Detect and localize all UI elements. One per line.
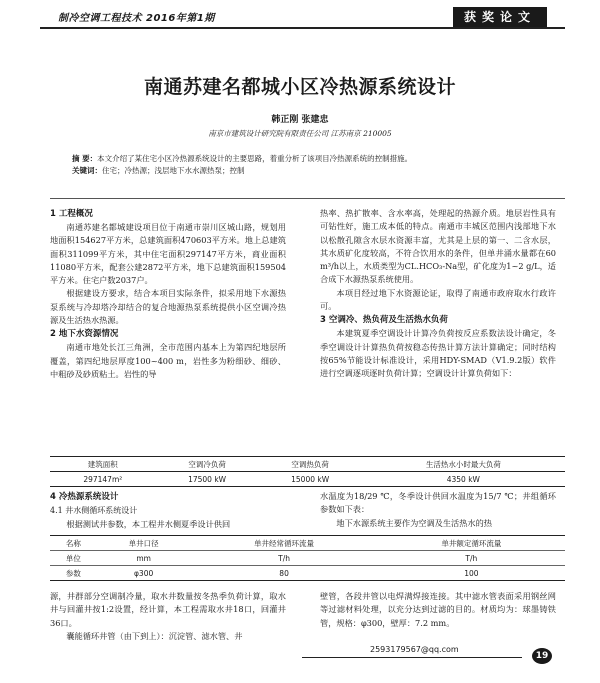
table-cell: 4350 kW [446, 474, 480, 484]
right-column [320, 207, 556, 381]
email-underline [302, 657, 522, 658]
bottom-left [50, 590, 286, 643]
table-cell: 名称 [50, 536, 97, 551]
page-number: 19 [532, 648, 552, 664]
section-2-title: 2 地下水资源情况 [50, 329, 119, 340]
section-2-para-1: 南通市地处长江三角洲，全市范围内基本上为第四纪地层所覆盖，第四纪地层厚度100~400 m，岩性多为粉细砂、细砂、中粗砂及砂质粘土。岩性的导 [50, 342, 286, 379]
keywords-label: 关键词： [72, 166, 102, 175]
table-cell: 参数 [65, 568, 81, 578]
section-4-right-para-1: 水温度为18/29 ℃，冬季设计供回水温度为15/7 ℃；井组循环参数如下表： [320, 491, 556, 515]
table-cell: 生活热水小时最大负荷 [362, 457, 565, 472]
table-cell: T/h [378, 551, 565, 566]
load-table [50, 456, 565, 487]
section-1-para-1: 南通苏建名都城建设项目位于南通市崇川区城山路，规划用地面积154627平方米，总建筑面积470603平方米。地上总建筑面积311099平方米，其中住宅面积297147平方米，商业面积11080平方米，配套公建2872平方米，地下总建筑面积159504平方米。住宅户数2037户。 [50, 222, 286, 286]
table-row [50, 536, 565, 551]
section-4-1-title: 4.1 井水侧循环系统设计 [50, 506, 138, 515]
table-cell: 空调热负荷 [259, 457, 362, 472]
table-cell: 15000 kW [291, 474, 330, 484]
table-cell: T/h [190, 551, 377, 566]
table-cell: mm [97, 551, 191, 566]
right-para-2: 本项目经过地下水资源论证，取得了南通市政府取水行政许可。 [320, 287, 556, 312]
journal-header: 制冷空调工程技术 2016年第1期 [58, 13, 215, 24]
well-params-table [50, 535, 565, 581]
paper-affiliation: 南京市建筑设计研究院有限责任公司 江苏南京 210005 [208, 129, 392, 138]
load-table-header [50, 457, 565, 472]
abstract-text: 本文介绍了某住宅小区冷热源系统设计的主要思路，着重分析了该项目冷热源系统的控制措施。 [97, 154, 413, 163]
bottom-left-para-1: 源，井群部分空调制冷量，取水井数量按冬热季负荷计算，取水井与回灌井按1:2设置，经计算，本工程需取水井18口，回灌井36口。 [50, 591, 286, 628]
section-1-para-2: 根据建设方要求，结合本项目实际条件，拟采用地下水源热泵系统与冷却塔冷却结合的复合地源热泵系统提供小区空调冷热源及生活热水热源。 [50, 288, 286, 326]
bottom-right-para-1: 壁管，各段井管以电焊满焊接连接。其中滤水管表面采用钢丝网等过滤材料处理，以充分达到过滤的目的。材质均为：球墨铸铁管，规格：φ300，壁厚：7.2 mm。 [320, 591, 556, 628]
column-badge: 获奖论文 [453, 7, 547, 28]
paper-title: 南通苏建名都城小区冷热源系统设计 [143, 76, 456, 98]
table-cell: 单位 [50, 551, 97, 566]
bottom-right [320, 590, 556, 630]
abstract-label: 摘 要： [72, 154, 98, 163]
paper-authors: 韩正刚 张建忠 [271, 115, 329, 125]
table-cell: 单井额定循环流量 [378, 536, 565, 551]
left-column [50, 207, 286, 381]
table-cell: 297147m² [83, 474, 123, 484]
table-row [50, 472, 565, 487]
section-4-right-para-2: 地下水源系统主要作为空调及生活热水的热 [336, 517, 492, 528]
section-3-title: 3 空调冷、热负荷及生活热水负荷 [320, 315, 448, 326]
keywords-text: 住宅；冷热源；浅层地下水水源热泵；控制 [102, 166, 245, 175]
section-4-left [50, 490, 286, 531]
header-divider [40, 27, 565, 29]
section-3-para-1: 本建筑夏季空调设计计算冷负荷按反应系数法设计确定，冬季空调设计计算热负荷按稳态传热计算方法计算确定；同时结构按65%节能设计标准设计，采用HDY-SMAD（V1.9.2版）软件进行空调逐项逐时负荷计算；空调设计计算负荷如下： [320, 328, 556, 379]
abstract-block [72, 153, 542, 177]
author-email: 2593179567@qq.com [370, 645, 459, 654]
abstract-divider [50, 198, 565, 199]
right-para-continued: 热率、热扩散率、含水率高，处理起的热源介质。地层岩性具有可钻性好，施工成本低的特点。南通市丰城区范围内浅部地下水以松散孔隙含水层水资源丰富，尤其是上层的第一、二含水层，其水质矿化度较高，不符合饮用水的条件，但单井涌水量都在60 m³/h以上，水质类型为CL.HCO₃-Na型，矿化度为1~2 g/L，适合成下水源热泵系统使用。 [320, 208, 556, 285]
table-cell: φ300 [133, 568, 154, 578]
table-cell: 单井经常循环流量 [190, 536, 377, 551]
table-cell: 17500 kW [188, 474, 227, 484]
section-4-right [320, 490, 556, 530]
table-cell: 建筑面积 [50, 457, 156, 472]
table-cell: 单井口径 [97, 536, 191, 551]
table-cell: 空调冷负荷 [156, 457, 259, 472]
section-1-title: 1 工程概况 [50, 209, 93, 219]
section-4-title: 4 冷热源系统设计 [50, 492, 119, 502]
bottom-left-para-2: 囊能循环井管（由下到上）：沉淀管、滤水管、井 [66, 630, 243, 641]
table-row [50, 566, 565, 581]
section-4-para-1: 根据测试井参数，本工程井水侧夏季设计供回 [66, 519, 231, 529]
table-cell: 80 [279, 568, 289, 578]
table-row [50, 551, 565, 566]
table-cell: 100 [464, 568, 479, 578]
